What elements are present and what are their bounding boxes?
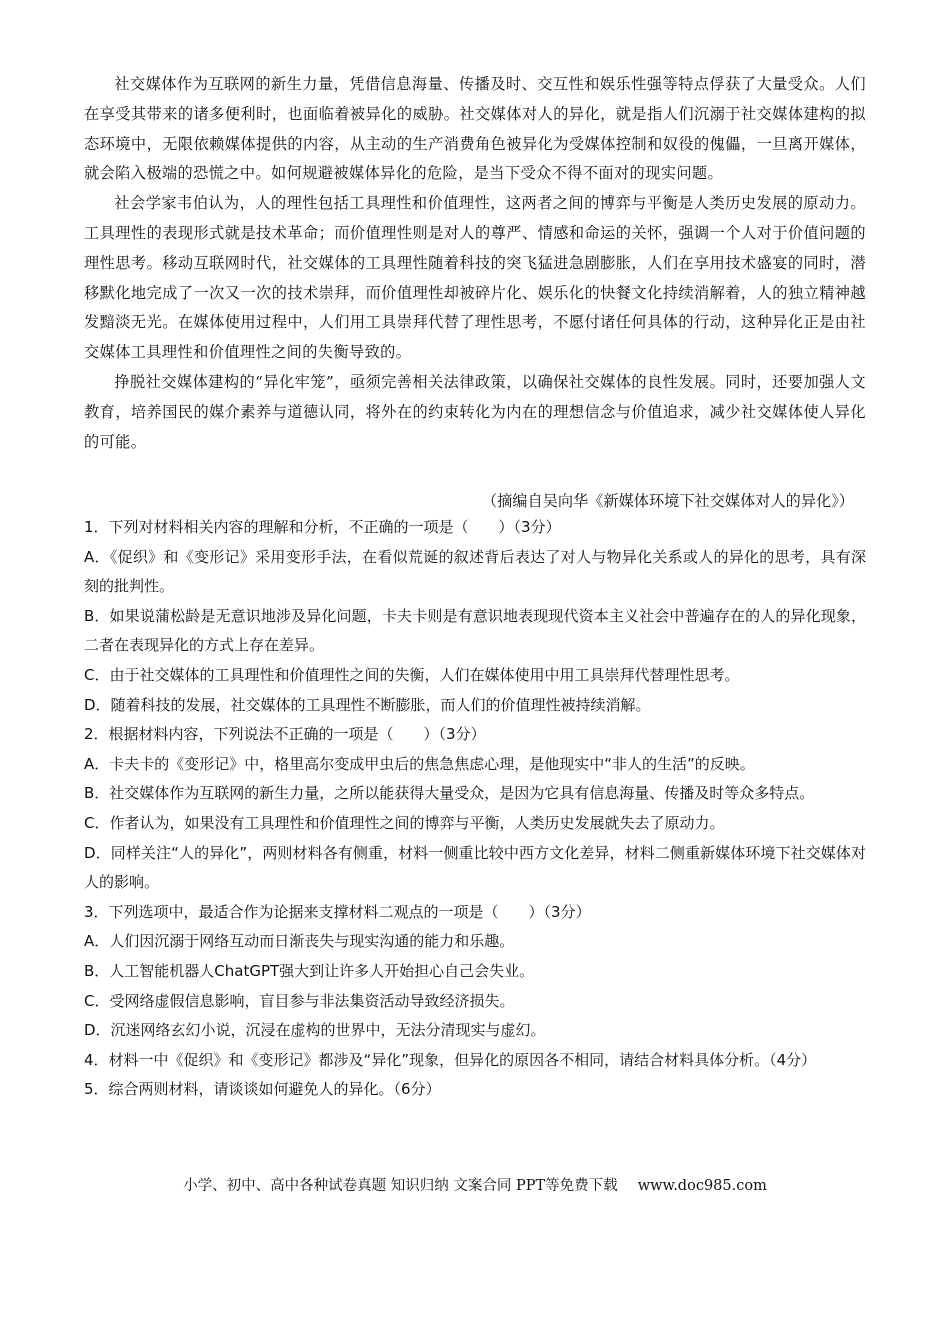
passage-paragraph: 社会学家韦伯认为，人的理性包括工具理性和价值理性，这两者之间的博弈与平衡是人类历史发展的原动力。工具理性的表现形式就是技术革命；而价值理性则是对人的尊严、情感和命运的关怀，强调一个人对于价值问题的理性思考。移动互联网时代，社交媒体的工具理性随着科技的突飞猛进急剧膨胀，人们在享用技术盛宴的同时，潜移默化地完成了一次又一次的技术崇拜，而价值理性却被碎片化、娱乐化的快餐文化持续消解着，人的独立精神越发黯淡无光。在媒体使用过程中，人们用工具崇拜代替了理性思考，不愿付诸任何具体的行动，这种异化正是由社交媒体工具理性和价值理性之间的失衡导致的。 [84,194,866,362]
question-3-option-a: A．人们因沉溺于网络互动而日渐丧失与现实沟通的能力和乐趣。 [84,932,515,951]
page-footer [0,1175,950,1197]
question-4: 4．材料一中《促织》和《变形记》都涉及“异化”现象，但异化的原因各不相同，请结合材料具体分析。（4分） [84,1050,817,1069]
question-2-option-d: D．同样关注“人的异化”，两则材料各有侧重，材料一侧重比较中西方文化差异，材料二侧重新媒体环境下社交媒体对人的影响。 [84,843,866,892]
question-3-option-d: D．沉迷网络玄幻小说，沉浸在虚构的世界中，无法分清现实与虚幻。 [84,1021,546,1040]
question-1-option-a: A．《促织》和《变形记》采用变形手法，在看似荒诞的叙述背后表达了对人与物异化关系或人的异化的思考，具有深刻的批判性。 [84,547,866,596]
question-2-option-c: C．作者认为，如果没有工具理性和价值理性之间的博弈与平衡，人类历史发展就失去了原动力。 [84,813,725,832]
question-5: 5．综合两则材料，请谈谈如何避免人的异化。（6分） [84,1080,441,1099]
question-1-stem: 1．下列对材料相关内容的理解和分析，不正确的一项是（ ）（3分） [84,518,561,536]
question-1-option-c: C．由于社交媒体的工具理性和价值理性之间的失衡，人们在媒体使用中用工具崇拜代替理性思考。 [84,665,740,684]
passage-source: （摘编自吴向华《新媒体环境下社交媒体对人的异化》） [481,492,854,510]
footer-text: 小学、初中、高中各种试卷真题 知识归纳 文案合同 PPT等免费下载 [183,1178,618,1194]
question-3-option-b: B．人工智能机器人ChatGPT强大到让许多人开始担心自己会失业。 [84,961,535,980]
passage-paragraph: 社交媒体作为互联网的新生力量，凭借信息海量、传播及时、交互性和娱乐性强等特点俘获了大量受众。人们在享受其带来的诸多便利时，也面临着被异化的威胁。社交媒体对人的异化，就是指人们沉溺于社交媒体建构的拟态环境中，无限依赖媒体提供的内容，从主动的生产消费角色被异化为受媒体控制和奴役的傀儡，一旦离开媒体，就会陷入极端的恐慌之中。如何规避被媒体异化的危险，是当下受众不得不面对的现实问题。 [84,75,866,183]
question-2-option-b: B．社交媒体作为互联网的新生力量，之所以能获得大量受众，是因为它具有信息海量、传播及时等众多特点。 [84,784,815,803]
passage-paragraph: 挣脱社交媒体建构的“异化牢笼”，亟须完善相关法律政策，以确保社交媒体的良性发展。同时，还要加强人文教育，培养国民的媒介素养与道德认同，将外在的约束转化为内在的理想信念与价值追求，减少社交媒体使人异化的可能。 [84,372,866,451]
passage [84,70,866,457]
question-2-stem: 2．根据材料内容，下列说法不正确的一项是（ ）（3分） [84,725,486,744]
question-2-option-a: A．卡夫卡的《变形记》中，格里高尔变成甲虫后的焦急焦虑心理，是他现实中“非人的生活”的反映。 [84,754,755,773]
question-1-option-d: D．随着科技的发展，社交媒体的工具理性不断膨胀，而人们的价值理性被持续消解。 [84,695,651,714]
question-3-option-c: C．受网络虚假信息影响，盲目参与非法集资活动导致经济损失。 [84,991,515,1010]
question-3-stem: 3．下列选项中，最适合作为论据来支撑材料二观点的一项是（ ）（3分） [84,902,591,921]
footer-link[interactable]: www.doc985.com [637,1178,767,1194]
question-1-option-b: B．如果说蒲松龄是无意识地涉及异化问题，卡夫卡则是有意识地表现现代资本主义社会中普遍存在的人的异化现象，二者在表现异化的方式上存在差异。 [84,606,866,655]
questions [84,513,866,1105]
